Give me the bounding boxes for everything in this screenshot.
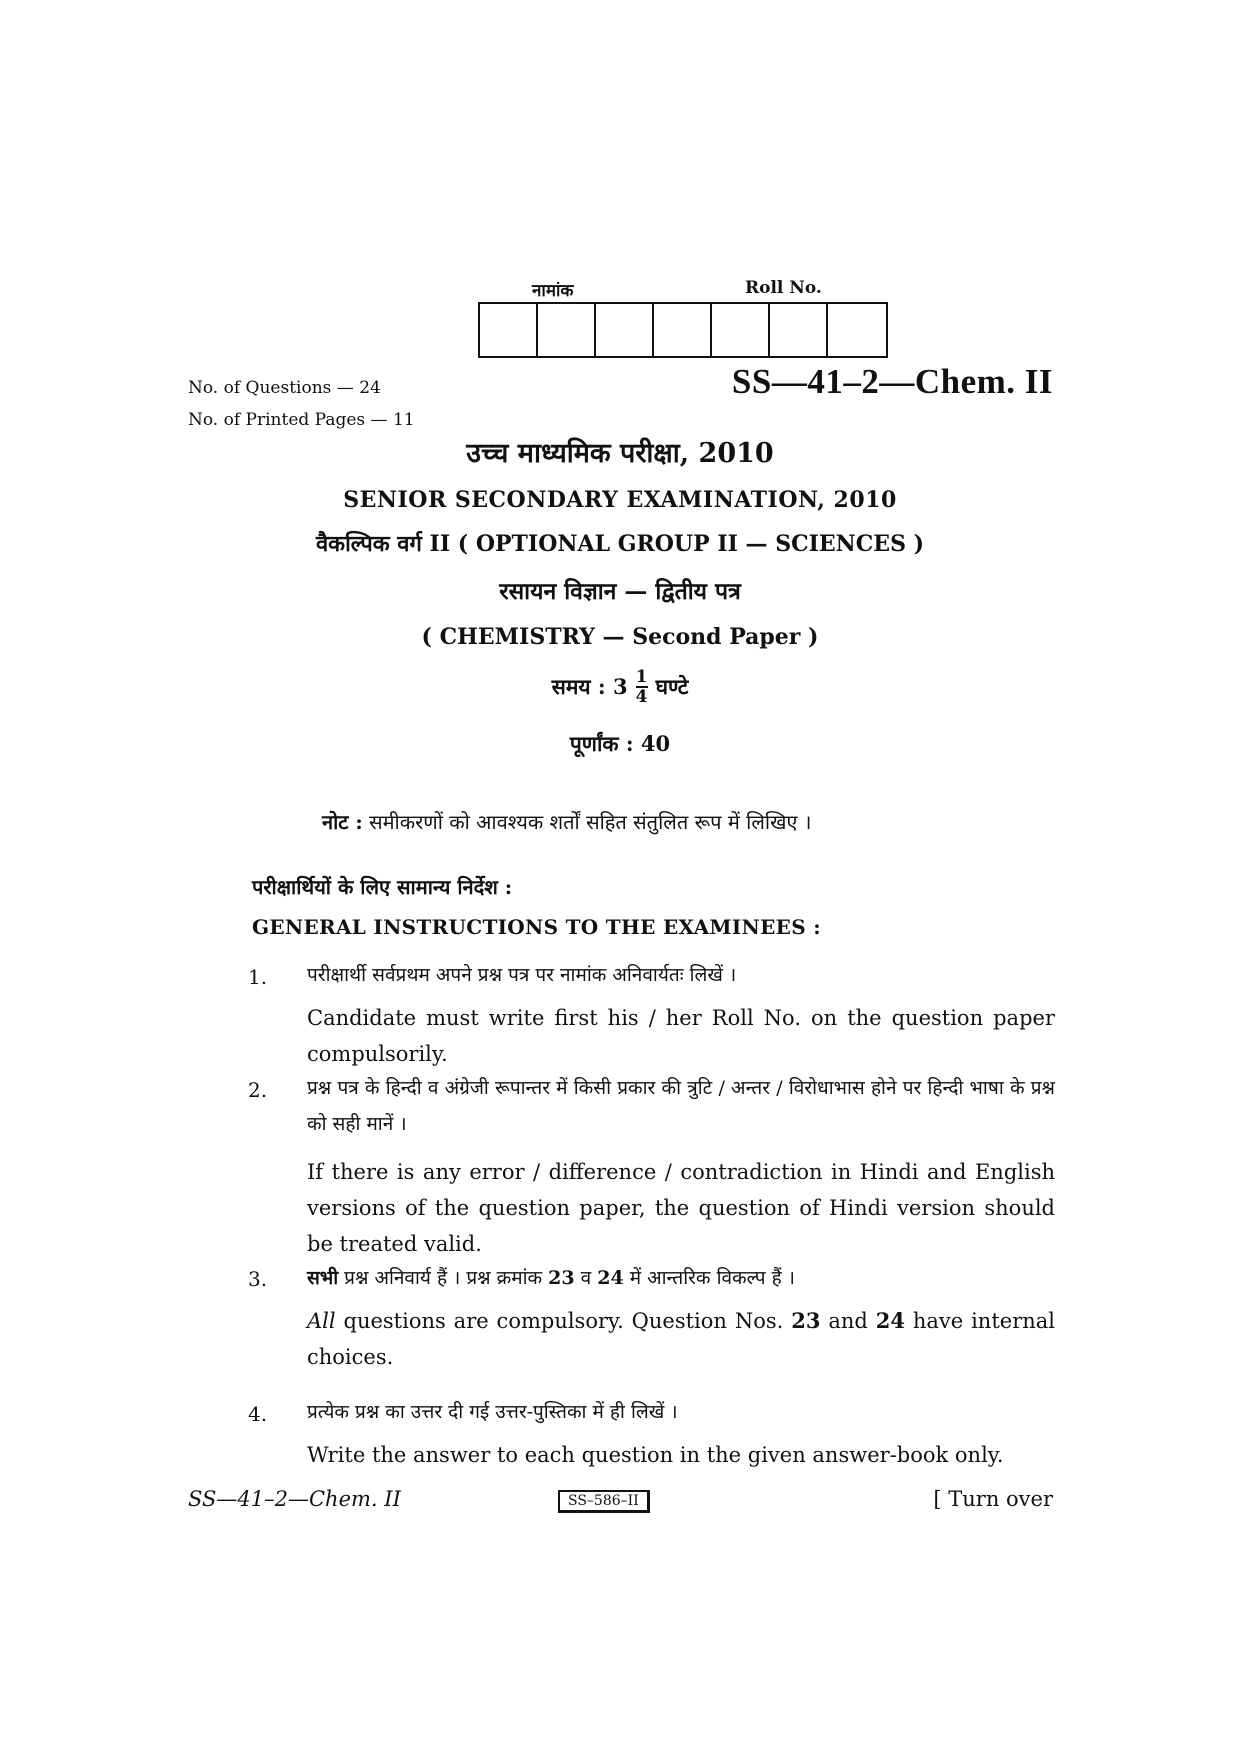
time-fraction [636, 668, 648, 706]
question-number: 24 [875, 1308, 905, 1333]
instructions-heading-hindi: परीक्षार्थियों के लिए सामान्य निर्देश : [252, 875, 513, 899]
roll-digit-box [654, 304, 712, 356]
footer-paper-code: SS—41–2—Chem. II [188, 1487, 401, 1511]
instruction-english [307, 1303, 1055, 1375]
question-number: 24 [597, 1267, 624, 1289]
roll-label-english: Roll No. [745, 278, 822, 298]
instructions-heading-english: GENERAL INSTRUCTIONS TO THE EXAMINEES : [252, 915, 821, 939]
instruction-hindi [307, 1260, 1055, 1296]
instruction-text: व [574, 1267, 598, 1289]
instruction-text: and [820, 1309, 876, 1333]
roll-digit-box [712, 304, 770, 356]
number-of-questions: No. of Questions — 24 [188, 378, 381, 398]
subject-english: ( CHEMISTRY — Second Paper ) [421, 624, 819, 650]
instruction-number: 4. [248, 1402, 268, 1426]
instruction-text: में आन्तरिक विकल्प हैं । [623, 1267, 795, 1289]
roll-digit-box [538, 304, 596, 356]
instruction-hindi: प्रश्न पत्र के हिन्दी व अंग्रेजी रूपान्तर में किसी प्रकार की त्रुटि / अन्तर / विरोधाभास होने पर हिन्दी भाषा के प्रश्न को सही मानें । [307, 1077, 1055, 1135]
exam-title-hindi: उच्च माध्यमिक परीक्षा, 2010 [466, 438, 774, 469]
subject-hindi: रसायन विज्ञान — द्वितीय पत्र [499, 578, 741, 605]
question-number: 23 [791, 1308, 821, 1333]
question-number: 23 [548, 1267, 575, 1289]
number-of-pages: No. of Printed Pages — 11 [188, 410, 415, 430]
instruction-english: Candidate must write first his / her Roll No. on the question paper compulsorily. [307, 1006, 1055, 1066]
roll-digit-box [770, 304, 828, 356]
instruction-text: प्रश्न अनिवार्य हैं । प्रश्न क्रमांक [338, 1267, 549, 1289]
roll-digit-box [828, 304, 886, 356]
paper-code: SS—41–2—Chem. II [731, 362, 1053, 401]
instruction-english: Write the answer to each question in the given answer-book only. [307, 1443, 1004, 1467]
roll-digit-box [596, 304, 654, 356]
instruction-italic: All [307, 1309, 336, 1333]
note [322, 808, 811, 835]
instruction-number: 3. [248, 1267, 268, 1291]
full-marks: पूर्णांक : 40 [569, 731, 671, 756]
time-label: समय : 3 [551, 674, 628, 699]
footer-series-code: SS–586–II [558, 1490, 650, 1513]
optional-group: वैकल्पिक वर्ग II ( OPTIONAL GROUP II — SCIENCES ) [315, 531, 925, 557]
roll-label-hindi: नामांक [532, 281, 574, 301]
instruction-bold: सभी [307, 1267, 339, 1289]
roll-number-boxes [478, 302, 888, 358]
instruction-number: 1. [248, 965, 268, 989]
note-label: नोट : [322, 810, 363, 834]
instruction-english: If there is any error / difference / contradiction in Hindi and English versions of the question paper, the question of Hindi version should be treated valid. [307, 1160, 1055, 1256]
time-allowed [0, 668, 1240, 706]
instruction-hindi: प्रत्येक प्रश्न का उत्तर दी गई उत्तर-पुस्तिका में ही लिखें । [307, 1401, 678, 1423]
time-unit: घण्टे [655, 674, 689, 699]
fraction-numerator: 1 [635, 667, 648, 687]
instruction-number: 2. [248, 1078, 268, 1102]
instruction-text: questions are compulsory. Question Nos. [335, 1309, 792, 1333]
instruction-hindi: परीक्षार्थी सर्वप्रथम अपने प्रश्न पत्र पर नामांक अनिवार्यतः लिखें । [307, 964, 737, 986]
roll-digit-box [480, 304, 538, 356]
instruction-text: have internal choices. [307, 1309, 1055, 1369]
fraction-denominator: 4 [635, 687, 648, 707]
note-text: समीकरणों को आवश्यक शर्तों सहित संतुलित रूप में लिखिए । [362, 810, 812, 834]
turn-over-note: [ Turn over [933, 1487, 1053, 1511]
exam-title-english: SENIOR SECONDARY EXAMINATION, 2010 [343, 487, 897, 513]
